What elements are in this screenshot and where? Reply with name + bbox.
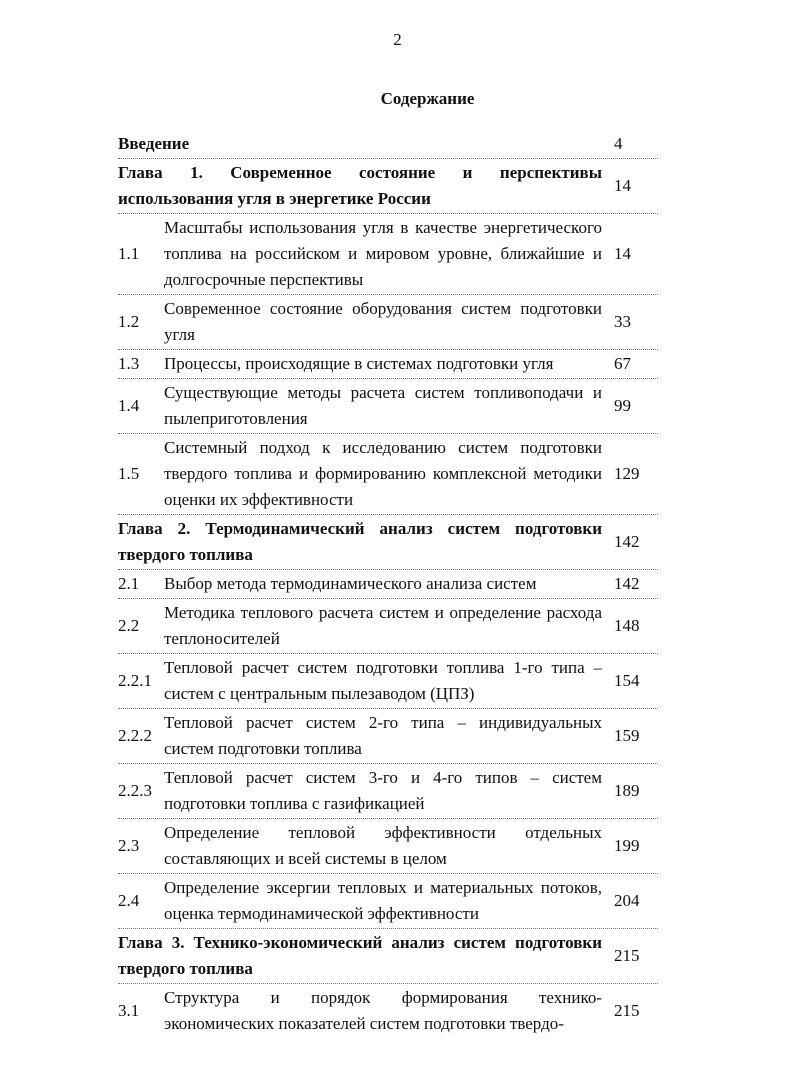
toc-section-row [118,599,658,654]
toc-page-number: 189 [614,781,640,800]
toc-page-number: 14 [614,244,631,263]
toc-chapter-row [118,515,658,570]
toc-chapter-row [118,159,658,214]
table-of-contents [118,130,658,1038]
toc-entry-text: Глава 1. Современное состояние и перспективы использования угля в энергетике России [118,163,602,208]
toc-section-number: 3.1 [118,1001,140,1020]
toc-page-number: 99 [614,396,631,415]
toc-section-number: 2.2.1 [118,671,152,690]
toc-page-number: 129 [614,464,640,483]
toc-entry-text: Глава 2. Термодинамический анализ систем подготовки твердого топлива [118,519,602,564]
toc-entry-text: Структура и порядок формирования технико-экономических показателей систем подготовки твердо- [164,988,602,1033]
page-number: 2 [393,30,402,49]
toc-section-number: 1.1 [118,244,140,263]
toc-section-row [118,709,658,764]
toc-chapter-row [118,929,658,984]
toc-entry-text: Определение тепловой эффективности отдельных составляющих и всей системы в целом [164,823,602,868]
toc-entry-text: Масштабы использования угля в качестве энергетического топлива на российском и мировом уровне, ближайшие и долгосрочные перспективы [164,218,602,289]
toc-page-number: 148 [614,616,640,635]
toc-section-number: 2.2.2 [118,726,152,745]
toc-entry-text: Введение [118,134,190,153]
toc-section-row [118,984,658,1038]
toc-page-number: 154 [614,671,640,690]
toc-section-row [118,350,658,379]
toc-section-number: 2.1 [118,574,140,593]
toc-entry-text: Методика теплового расчета систем и определение расхода теплоносителей [164,603,602,648]
toc-section-row [118,874,658,929]
toc-section-row [118,379,658,434]
toc-page-number: 33 [614,312,631,331]
toc-section-number: 1.3 [118,354,140,373]
toc-section-number: 1.4 [118,396,140,415]
page-title: Содержание [380,89,475,108]
toc-chapter-row [118,130,658,159]
toc-entry-text: Выбор метода термодинамического анализа систем [164,574,537,593]
toc-page-number: 142 [614,574,640,593]
toc-entry-text: Глава 3. Технико-экономический анализ систем подготовки твердого топлива [118,933,602,978]
toc-section-row [118,570,658,599]
toc-page-number: 14 [614,176,631,195]
toc-section-row [118,764,658,819]
toc-entry-text: Современное состояние оборудования систем подготовки угля [164,299,602,344]
toc-entry-text: Тепловой расчет систем 3-го и 4-го типов – систем подготовки топлива с газификацией [164,768,602,813]
toc-page-number: 159 [614,726,640,745]
toc-section-row [118,295,658,350]
toc-section-number: 1.2 [118,312,140,331]
toc-page-number: 67 [614,354,631,373]
toc-section-row [118,654,658,709]
toc-entry-text: Системный подход к исследованию систем подготовки твердого топлива и формированию комплексной методики оценки их эффективности [164,438,602,509]
toc-section-number: 2.2.3 [118,781,152,800]
toc-section-row [118,434,658,515]
toc-page-number: 199 [614,836,640,855]
toc-page-number: 142 [614,532,640,551]
toc-page-number: 215 [614,946,640,965]
toc-entry-text: Тепловой расчет систем 2-го типа – индивидуальных систем подготовки топлива [164,713,602,758]
toc-page-number: 204 [614,891,640,910]
toc-section-number: 1.5 [118,464,140,483]
toc-page-number: 4 [614,134,623,153]
toc-section-number: 2.4 [118,891,140,910]
toc-section-row [118,819,658,874]
toc-entry-text: Тепловой расчет систем подготовки топлива 1-го типа – систем с центральным пылезаводом (ЦПЗ) [164,658,602,703]
toc-entry-text: Процессы, происходящие в системах подготовки угля [164,354,554,373]
toc-section-row [118,214,658,295]
toc-page-number: 215 [614,1001,640,1020]
toc-entry-text: Существующие методы расчета систем топливоподачи и пылеприготовления [164,383,602,428]
toc-section-number: 2.2 [118,616,140,635]
toc-entry-text: Определение эксергии тепловых и материальных потоков, оценка термодинамической эффективности [164,878,602,923]
toc-section-number: 2.3 [118,836,140,855]
